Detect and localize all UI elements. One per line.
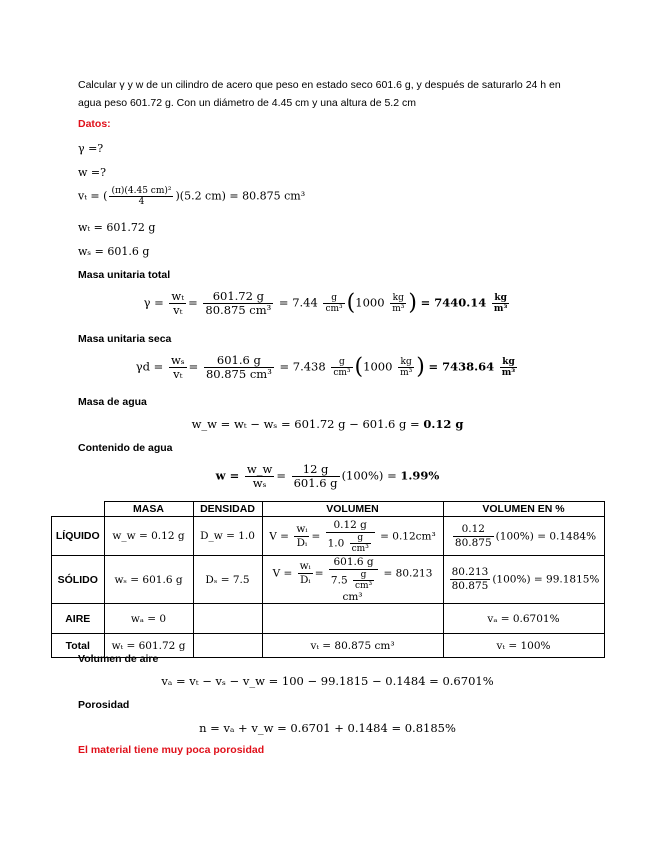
row-label: AIRE: [52, 604, 105, 634]
section-masa-total: Masa unitaria total: [78, 269, 171, 281]
section-masa-agua: Masa de agua: [78, 396, 147, 408]
datos-w: w =?: [78, 166, 107, 179]
problem-line-1: Calcular γ y w de un cilindro de acero que peso en estado seco 601.6 g, y después de saturarlo 24 h en: [78, 79, 561, 91]
section-masa-seca: Masa unitaria seca: [78, 333, 172, 345]
phase-table: [51, 501, 605, 658]
datos-gamma: γ =?: [78, 142, 104, 155]
table-row-solido: [52, 556, 605, 604]
row-label: LÍQUIDO: [52, 517, 105, 556]
cell-volumen: vₜ = 80.875 cm³: [262, 634, 443, 658]
conclusion: El material tiene muy poca porosidad: [78, 744, 265, 756]
cell-densidad: D_w = 1.0: [193, 517, 262, 556]
datos-vt: vₜ = ( $\frac{\text{(π)(4.45 cm)²}}{4}$ )(5.2 cm) = 80.875 cm³: [78, 186, 306, 207]
cell-volumen: V = $\frac{\text{wᵢ}}{\text{Dᵢ}}$ = 601.6 g 7.5 $\frac{g}{\text{cm³}}$ = 80.213 cm³: [262, 556, 443, 604]
section-contenido: Contenido de agua: [78, 442, 173, 454]
cell-volumen-pct: $\frac{80.213}{80.875}$ (100%) = 99.1815%: [443, 556, 604, 604]
equation-porosidad: n = vₐ + v_w = 0.6701 + 0.1484 = 0.8185%: [199, 721, 456, 735]
table-row-liquido: [52, 517, 605, 556]
cell-masa: wₐ = 0: [104, 604, 193, 634]
header-volumen-pct: VOLUMEN EN %: [443, 502, 604, 517]
cell-masa: wₛ = 601.6 g: [104, 556, 193, 604]
cell-volumen: V = $\frac{\text{wᵢ}}{\text{Dᵢ}}$ = 0.12 g 1.0 $\frac{g}{\text{cm³}}$ = 0.12cm³: [262, 517, 443, 556]
cell-volumen-pct: vₐ = 0.6701%: [443, 604, 604, 634]
table-row-aire: [52, 604, 605, 634]
equation-vol-aire: vₐ = vₜ − vₛ − v_w = 100 − 99.1815 − 0.1484 = 0.6701%: [161, 674, 494, 688]
equation-gamma-total: γ = $\frac{\text{wₜ}}{\text{vₜ}}$ = $\frac{601.72 g}{\text{80.875 cm³}}$ = 7.44 $\frac{g}{\text{cm³}}$ (1000 $\frac{kg}{\text{m³}}$ ) = 7440.14 $\frac{kg}{\text{m³}}$: [143, 289, 508, 317]
cell-volumen-pct: vₜ = 100%: [443, 634, 604, 658]
section-vol-aire: Volumen de aire: [78, 653, 159, 665]
equation-gamma-seca: γd = $\frac{\text{wₛ}}{\text{vₜ}}$ = $\frac{601.6 g}{\text{80.875 cm³}}$ = 7.438 $\frac{g}{\text{cm³}}$ (1000 $\frac{kg}{\text{m³}}$ ) = 7438.64 $\frac{kg}{\text{m³}}$: [135, 353, 516, 381]
cell-densidad: Dₛ = 7.5: [193, 556, 262, 604]
header-volumen: VOLUMEN: [262, 502, 443, 517]
problem-line-2: agua peso 601.72 g. Con un diámetro de 4.45 cm y una altura de 5.2 cm: [78, 97, 416, 109]
section-porosidad: Porosidad: [78, 699, 130, 711]
row-label: SÓLIDO: [52, 556, 105, 604]
equation-contenido: w = $\frac{w\_w}{\text{wₛ}}$ = $\frac{12 g}{601.6 g}$ (100%) = 1.99%: [215, 462, 440, 490]
cell-volumen-pct: $\frac{0.12}{80.875}$ (100%) = 0.1484%: [443, 517, 604, 556]
datos-ws: wₛ = 601.6 g: [78, 245, 150, 258]
cell-masa: wₜ = 601.72 g: [104, 634, 193, 658]
datos-title: Datos:: [78, 118, 111, 130]
header-masa: MASA: [104, 502, 193, 517]
equation-masa-agua: w_w = wₜ − wₛ = 601.72 g − 601.6 g = 0.12 g: [191, 417, 464, 431]
header-densidad: DENSIDAD: [193, 502, 262, 517]
row-label: Total: [52, 634, 105, 658]
cell-masa: w_w = 0.12 g: [104, 517, 193, 556]
datos-wt: wₜ = 601.72 g: [78, 221, 156, 234]
